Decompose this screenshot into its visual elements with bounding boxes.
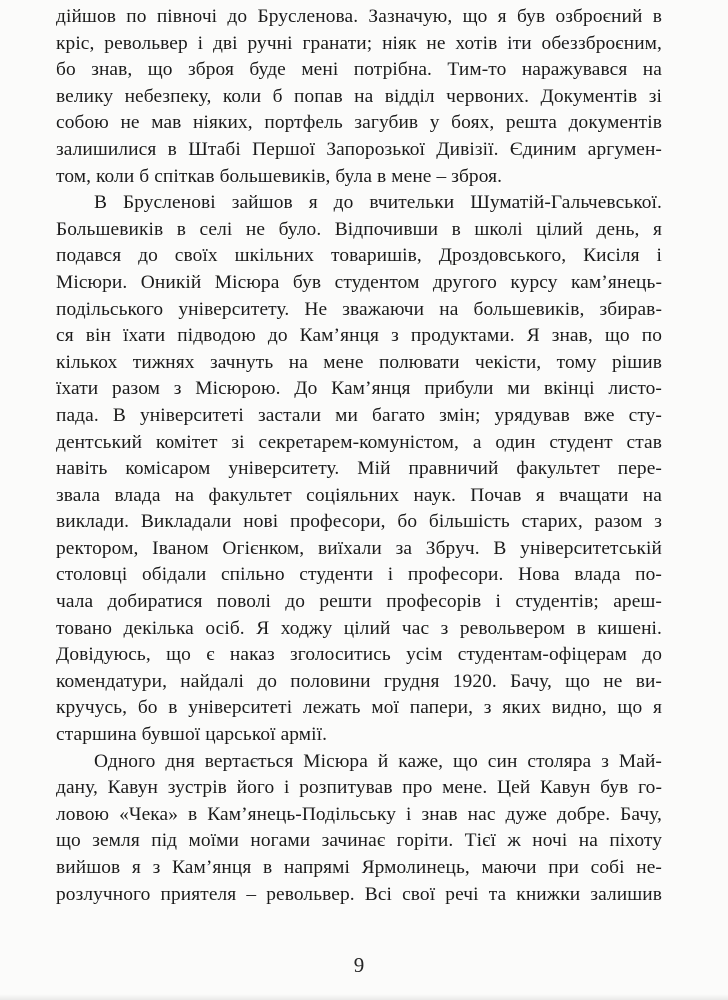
text-line: подався до своїх шкільних товаришів, Дроздовського, Кисіля і xyxy=(56,245,662,267)
text-line: В Брусленові зайшов я до вчительки Шуматій-Гальчевської. xyxy=(94,192,662,214)
text-line: столовці обідали спільно студенти і професори. Нова влада по- xyxy=(56,564,662,586)
page-number: 9 xyxy=(353,953,365,977)
text-line: комендатури, найдалі до половини грудня 1920. Бачу, що не ви- xyxy=(56,670,662,692)
text-line: ректором, Іваном Огієнком, виїхали за Збруч. В університетській xyxy=(56,537,662,559)
text-line: кількох тижнях зачнуть на мене полювати чекісти, тому рішив xyxy=(56,351,662,373)
text-line: подільського університету. Не зважаючи на большевиків, збирав- xyxy=(56,298,662,320)
text-line: їхати разом з Місюрою. До Кам’янця прибули ми вкінці листо- xyxy=(56,378,662,400)
text-line: ловою «Чека» в Кам’янець-Подільську і знав нас дуже добре. Бачу, xyxy=(56,803,662,825)
text-line: собою не мав ніяких, портфель загубив у боях, решта документів xyxy=(56,112,662,134)
paragraph xyxy=(56,749,662,909)
text-line: бо знав, що зброя буде мені потрібна. Тим-то наражувався на xyxy=(56,59,662,81)
page-text xyxy=(56,4,662,908)
text-line: старшина бувшої царської армії. xyxy=(56,724,328,746)
text-line: дентський комітет зі секретарем-комуністом, а один студент став xyxy=(56,431,662,453)
text-line: Місюри. Оникій Місюра був студентом другого курсу кам’янець- xyxy=(56,271,662,293)
text-line: залишилися в Штабі Першої Запорозької Дивізії. Єдиним аргумен- xyxy=(56,138,662,160)
text-line: Довідуюсь, що є наказ зголоситись усім студентам-офіцерам до xyxy=(56,644,662,666)
text-line: виклади. Викладали нові професори, бо більшість старих, разом з xyxy=(56,511,662,533)
text-line: том, коли б спіткав большевиків, була в мене – зброя. xyxy=(56,165,503,187)
text-line: кріс, револьвер і дві ручні гранати; ніяк не хотів іти обеззброєним, xyxy=(56,32,662,54)
text-line: навіть комісаром університету. Мій правничий факультет пере- xyxy=(56,458,662,480)
text-line: що земля під моїми ногами зачинає горіти. Тієї ж ночі на піхоту xyxy=(56,830,662,852)
text-line: розлучного приятеля – револьвер. Всі свої речі та книжки залишив xyxy=(56,883,662,905)
paragraph xyxy=(56,4,662,190)
text-line: товано декілька осіб. Я ходжу цілий час з револьвером в кишені. xyxy=(56,617,662,639)
text-line: дійшов по півночі до Брусленова. Зазначую, що я був озброєний в xyxy=(56,6,662,27)
text-line: дану, Кавун зустрів його і розпитував про мене. Цей Кавун був го- xyxy=(56,777,662,799)
text-line: пада. В університеті застали ми багато змін; урядував вже сту- xyxy=(56,404,662,426)
text-line: кручусь, бо в університеті лежать мої папери, з яких видно, що я xyxy=(56,697,662,719)
paragraph xyxy=(56,190,662,748)
text-line: Одного дня вертається Місюра й каже, що син столяра з Май- xyxy=(94,750,662,772)
text-line: звала влада на факультет соціяльних наук. Почав я вчащати на xyxy=(56,484,662,506)
text-line: велику небезпеку, коли б попав на відділ червоних. Документів зі xyxy=(56,85,662,107)
text-line: чала добиратися поволі до решти професорів і студентів; ареш- xyxy=(56,591,662,613)
text-line: ся він їхати підводою до Кам’янця з продуктами. Я знав, що по xyxy=(56,325,662,347)
text-line: Большевиків в селі не було. Відпочивши в школі цілий день, я xyxy=(56,218,662,240)
text-line: вийшов я з Кам’янця в напрямі Ярмолинець, маючи при собі не- xyxy=(56,857,662,878)
